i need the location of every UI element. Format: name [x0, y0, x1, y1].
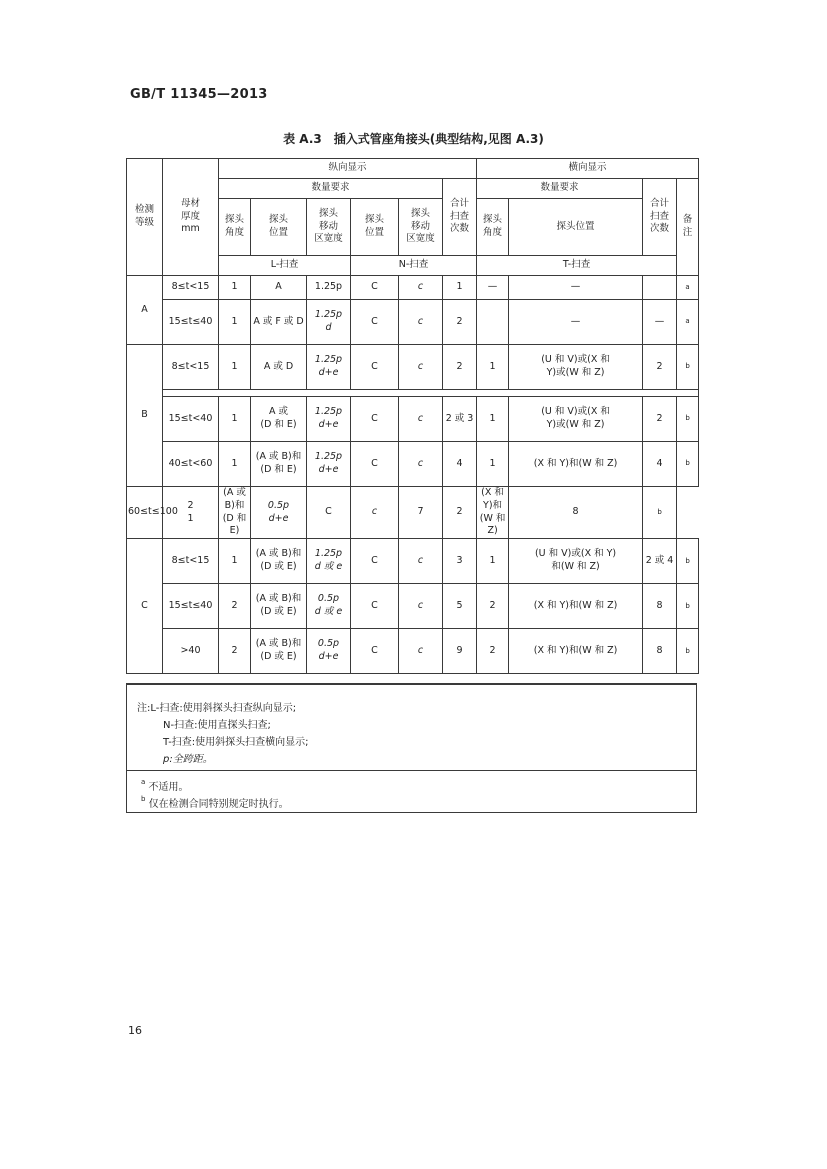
- footnote-b: [141, 795, 289, 810]
- cell-thickness: 8≤t<15: [163, 276, 219, 300]
- header-probe-position: 探头 位置: [251, 199, 307, 256]
- cell-t-angle: —: [477, 276, 509, 300]
- cell-t-position: (X 和 Y)和(W 和 Z): [509, 629, 643, 674]
- cell-angle: 1: [219, 442, 251, 487]
- table-row: [127, 442, 699, 487]
- table-row: [127, 584, 699, 629]
- inspection-table: [126, 158, 699, 674]
- table-row: [127, 300, 699, 345]
- cell-n-pos: C: [351, 442, 399, 487]
- cell-remark: b: [677, 397, 699, 442]
- table-row: [127, 345, 699, 390]
- cell-position: (A 或 B)和 (D 或 E): [251, 629, 307, 674]
- cell-n-pos: C: [351, 300, 399, 345]
- cell-thickness: 15≤t≤40: [163, 584, 219, 629]
- cell-remark: b: [677, 442, 699, 487]
- standard-code: GB/T 11345—2013: [130, 87, 268, 102]
- header-n-probe-position: 探头 位置: [351, 199, 399, 256]
- header-l-scan: L-扫查: [219, 256, 351, 276]
- cell-t-angle: 2: [443, 487, 477, 539]
- header-n-scan: N-扫查: [351, 256, 477, 276]
- table-gap-row: [127, 390, 699, 397]
- cell-n-pos: C: [351, 629, 399, 674]
- cell-t-total: 8: [643, 584, 677, 629]
- cell-angle: 1: [219, 345, 251, 390]
- header-longitudinal: 纵向显示: [219, 159, 477, 179]
- cell-n-pos: C: [351, 397, 399, 442]
- notes-box: [126, 683, 697, 813]
- cell-width: 0.5p d+e: [307, 629, 351, 674]
- gap-cell: [163, 390, 699, 397]
- cell-width: 1.25p d+e: [307, 442, 351, 487]
- cell-thickness: 15≤t<40: [163, 397, 219, 442]
- header-level: 检测 等级: [127, 159, 163, 276]
- cell-position: (A 或 B)和 (D 和 E): [219, 487, 251, 539]
- cell-t-total: 2: [643, 345, 677, 390]
- cell-width: 0.5p d+e: [251, 487, 307, 539]
- cell-total: 1: [443, 276, 477, 300]
- table-row: [127, 397, 699, 442]
- header-t-probe-angle: 探头 角度: [477, 199, 509, 256]
- cell-n-width: c: [351, 487, 399, 539]
- footnote-b-mark: b: [141, 795, 146, 803]
- cell-t-total: 4: [643, 442, 677, 487]
- cell-remark: a: [677, 300, 699, 345]
- cell-thickness: >40: [163, 629, 219, 674]
- cell-n-pos: C: [307, 487, 351, 539]
- cell-total: 9: [443, 629, 477, 674]
- cell-t-position: (U 和 V)或(X 和 Y) 和(W 和 Z): [509, 539, 643, 584]
- group-label-c: C: [127, 539, 163, 674]
- cell-n-width: c: [399, 276, 443, 300]
- cell-thickness: 15≤t≤40: [163, 300, 219, 345]
- header-transverse: 横向显示: [477, 159, 699, 179]
- cell-t-angle: [477, 300, 509, 345]
- header-t-scan: T-扫查: [477, 256, 677, 276]
- header-scan-width: 探头 移动 区宽度: [307, 199, 351, 256]
- group-label-a: A: [127, 276, 163, 345]
- note-line: 注:L-扫查:使用斜探头扫查纵向显示;: [137, 703, 297, 714]
- cell-total: 4: [443, 442, 477, 487]
- cell-total: 5: [443, 584, 477, 629]
- header-t-total: 合计 扫查 次数: [643, 179, 677, 256]
- cell-width: 1.25p d+e: [307, 397, 351, 442]
- header-thickness: 母材 厚度 mm: [163, 159, 219, 276]
- table-row: [127, 629, 699, 674]
- header-row-1: [127, 159, 699, 179]
- header-t-probe-position: 探头位置: [509, 199, 643, 256]
- cell-n-width: c: [399, 397, 443, 442]
- page-number: 16: [128, 1024, 142, 1037]
- cell-angle: 1: [219, 397, 251, 442]
- cell-n-width: c: [399, 584, 443, 629]
- cell-position: A: [251, 276, 307, 300]
- table-row: [127, 487, 699, 539]
- footnote-a: [141, 778, 188, 793]
- cell-n-width: c: [399, 629, 443, 674]
- cell-t-position: (X 和 Y)和(W 和 Z): [477, 487, 509, 539]
- cell-remark: b: [677, 345, 699, 390]
- cell-t-total: 8: [509, 487, 643, 539]
- cell-thickness: 40≤t<60: [163, 442, 219, 487]
- cell-remark: b: [643, 487, 677, 539]
- header-remarks: 备 注: [677, 179, 699, 276]
- cell-n-pos: C: [351, 345, 399, 390]
- cell-t-total: 2 或 4: [643, 539, 677, 584]
- cell-n-width: c: [399, 300, 443, 345]
- notes-divider: [127, 770, 696, 771]
- header-quantity-req-t: 数量要求: [477, 179, 643, 199]
- cell-n-width: c: [399, 345, 443, 390]
- cell-t-angle: 1: [477, 397, 509, 442]
- group-label-b: B: [127, 345, 163, 487]
- cell-width: 1.25p: [307, 276, 351, 300]
- cell-total: 2: [443, 300, 477, 345]
- cell-width: 1.25p d+e: [307, 345, 351, 390]
- cell-position: A 或 (D 和 E): [251, 397, 307, 442]
- cell-position: (A 或 B)和 (D 或 E): [251, 539, 307, 584]
- cell-n-width: c: [399, 442, 443, 487]
- cell-t-total: —: [643, 300, 677, 345]
- cell-position: A 或 D: [251, 345, 307, 390]
- cell-total: 2 或 3: [443, 397, 477, 442]
- cell-n-pos: C: [351, 584, 399, 629]
- cell-remark: a: [677, 276, 699, 300]
- cell-t-total: 8: [643, 629, 677, 674]
- cell-remark: b: [677, 584, 699, 629]
- cell-width: 1.25p d: [307, 300, 351, 345]
- cell-n-width: c: [399, 539, 443, 584]
- table-row: [127, 276, 699, 300]
- cell-t-position: —: [509, 276, 643, 300]
- cell-remark: b: [677, 539, 699, 584]
- cell-t-angle: 1: [477, 539, 509, 584]
- cell-angle: 1: [219, 300, 251, 345]
- table-caption: 表 A.3 插入式管座角接头(典型结构,见图 A.3): [283, 132, 544, 146]
- footnote-b-text: 仅在检测合同特别规定时执行。: [148, 799, 289, 810]
- cell-thickness: 8≤t<15: [163, 539, 219, 584]
- cell-thickness: 60≤t≤100: [127, 487, 163, 539]
- note-line: p:全跨距。: [163, 754, 213, 765]
- cell-position: A 或 F 或 D: [251, 300, 307, 345]
- cell-n-pos: C: [351, 276, 399, 300]
- cell-width: 0.5p d 或 e: [307, 584, 351, 629]
- cell-n-pos: C: [351, 539, 399, 584]
- cell-t-position: (X 和 Y)和(W 和 Z): [509, 442, 643, 487]
- cell-t-total: [643, 276, 677, 300]
- cell-t-angle: 1: [477, 345, 509, 390]
- footnote-a-mark: a: [141, 778, 146, 786]
- cell-position: (A 或 B)和 (D 和 E): [251, 442, 307, 487]
- cell-t-angle: 2: [477, 584, 509, 629]
- cell-t-position: (U 和 V)或(X 和 Y)或(W 和 Z): [509, 345, 643, 390]
- cell-total: 2: [443, 345, 477, 390]
- note-line: N-扫查:使用直探头扫查;: [163, 720, 271, 731]
- cell-remark: b: [677, 629, 699, 674]
- cell-t-position: —: [509, 300, 643, 345]
- cell-t-angle: 2: [477, 629, 509, 674]
- cell-t-position: (X 和 Y)和(W 和 Z): [509, 584, 643, 629]
- note-line: T-扫查:使用斜探头扫查横向显示;: [163, 737, 309, 748]
- cell-angle: 2 1: [163, 487, 219, 539]
- cell-position: (A 或 B)和 (D 或 E): [251, 584, 307, 629]
- table-row: [127, 539, 699, 584]
- cell-t-angle: 1: [477, 442, 509, 487]
- footnote-a-text: 不适用。: [148, 782, 189, 793]
- cell-total: 3: [443, 539, 477, 584]
- header-n-scan-width: 探头 移动 区宽度: [399, 199, 443, 256]
- cell-angle: 2: [219, 584, 251, 629]
- cell-t-position: (U 和 V)或(X 和 Y)或(W 和 Z): [509, 397, 643, 442]
- cell-angle: 1: [219, 539, 251, 584]
- cell-angle: 1: [219, 276, 251, 300]
- header-probe-angle: 探头 角度: [219, 199, 251, 256]
- header-total-scans: 合计 扫查 次数: [443, 179, 477, 256]
- cell-total: 7: [399, 487, 443, 539]
- cell-t-total: 2: [643, 397, 677, 442]
- header-quantity-req: 数量要求: [219, 179, 443, 199]
- cell-width: 1.25p d 或 e: [307, 539, 351, 584]
- cell-angle: 2: [219, 629, 251, 674]
- cell-thickness: 8≤t<15: [163, 345, 219, 390]
